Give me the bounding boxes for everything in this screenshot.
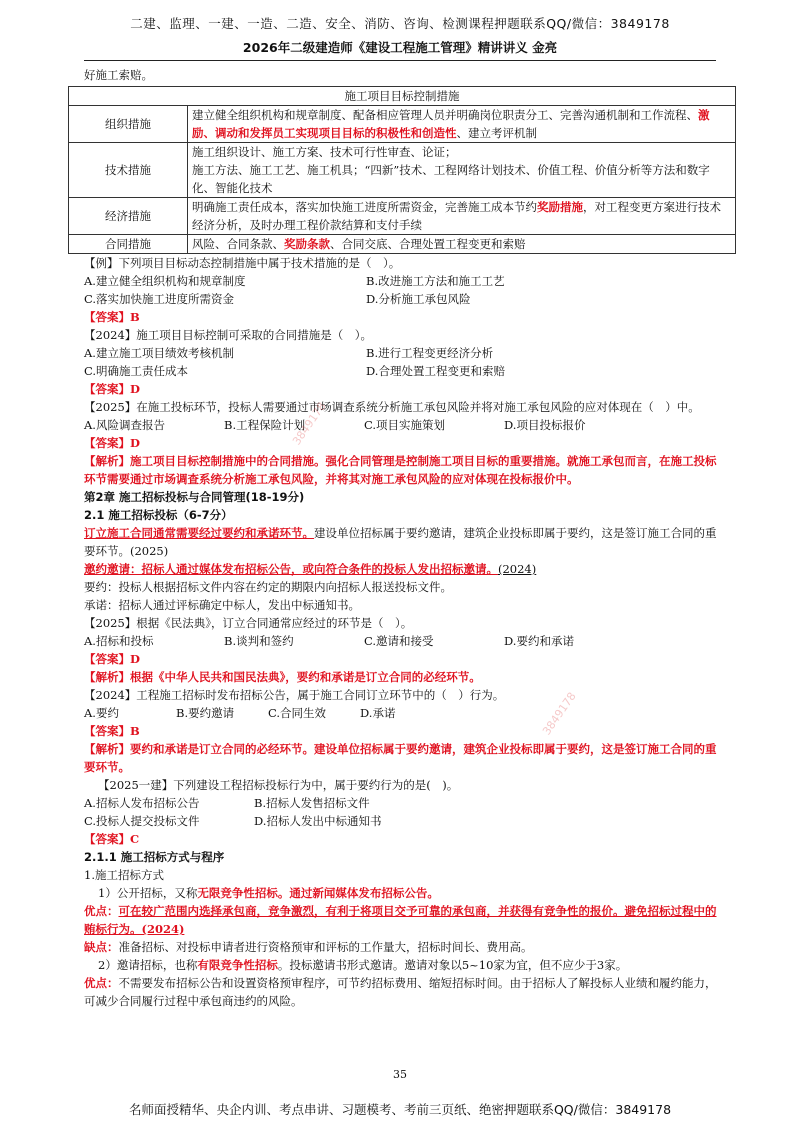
question-stem: 【2024】工程施工招标时发布招标公告，属于施工合同订立环节中的（ ）行为。 [84,688,505,702]
advantages: 优点：可在较广范围内选择承包商，竞争激烈，有利于将项目交予可靠的承包商，并获得有竞争性的报价。避免招标过程中的贿标行为。(2024) [84,904,717,936]
question-stem: 【例】下列项目目标动态控制措施中属于技术措施的是（ ）。 [84,256,401,270]
analysis: 【解析】根据《中华人民共和国民法典》，要约和承诺是订立合同的必经环节。 [84,670,481,684]
answer: 【答案】D [84,382,140,396]
table-content: 风险、合同条款、奖励条款、合同交底、合理处置工程变更和索赔 [188,235,736,254]
question-options: C.落实加快施工进度所需资金 D.分析施工承包风险 [84,292,471,306]
question-stem: 【2025一建】下列建设工程招标投标行为中，属于要约行为的是( )。 [98,778,459,792]
intro-text: 好施工索赔。 [84,68,153,82]
advantages: 优点：不需要发布招标公告和设置资格预审程序，可节约招标费用、缩短招标时间。由于招标人了解投标人业绩和履约能力，可减少合同履行过程中承包商违约的风险。 [84,976,717,1008]
answer: 【答案】D [84,436,140,450]
table-category: 技术措施 [69,143,188,198]
analysis: 【解析】施工项目目标控制措施中的合同措施。强化合同管理是控制施工项目目标的重要措施。就施工承包而言，在施工投标环节需要通过市场调查系统分析施工承包风险，并将其对施工承包风险的应对体现在投标报价中。 [84,454,717,486]
question-options: A.建立施工项目绩效考核机制 B.进行工程变更经济分析 [84,346,494,360]
paragraph: 2）邀请招标，也称有限竞争性招标。投标邀请书形式邀请。邀请对象以5~10家为宜，但不应少于3家。 [98,958,628,972]
paragraph: 1）公开招标，又称无限竞争性招标。通过新闻媒体发布招标公告。 [98,886,439,900]
question-options: A.要约 B.要约邀请 C.合同生效 D.承诺 [84,706,396,720]
table-row [69,198,736,235]
section-heading: 2.1 施工招标投标（6-7分） [84,508,233,522]
table-category: 组织措施 [69,106,188,143]
page-footer: 名师面授精华、央企内训、考点串讲、习题模考、考前三页纸、绝密押题联系QQ/微信：3849178 [128,1102,672,1117]
watermark: 3849178 [290,399,329,448]
header-divider [84,60,716,61]
question-options: A.招标人发布招标公告 B.招标人发售招标文件 [84,796,370,810]
control-measures-table [68,86,736,254]
table-content: 施工组织设计、施工方案、技术可行性审查、论证； 施工方法、施工工艺、施工机具；“四新”技术、工程网络计划技术、价值工程、价值分析等方法和数字化、智能化技术 [188,143,736,198]
table-category: 合同措施 [69,235,188,254]
watermark: 3849178 [540,689,579,738]
table-content: 建立健全组织机构和规章制度、配备相应管理人员并明确岗位职责分工、完善沟通机制和工作流程、激励、调动和发挥员工实现项目目标的积极性和创造性、建立考评机制 [188,106,736,143]
question-stem: 【2024】施工项目目标控制可采取的合同措施是（ ）。 [84,328,373,342]
answer: 【答案】D [84,652,140,666]
answer: 【答案】B [84,310,140,324]
chapter-heading: 第2章 施工招标投标与合同管理(18-19分) [84,490,305,504]
paragraph: 邀约邀请：招标人通过媒体发布招标公告，或向符合条件的投标人发出招标邀请。(2024) [84,562,537,576]
question-stem: 【2025】在施工投标环节，投标人需要通过市场调查系统分析施工承包风险并将对施工承包风险的应对体现在（ ）中。 [84,400,700,414]
subsection-heading: 2.1.1 施工招标方式与程序 [84,850,225,864]
question-stem: 【2025】根据《民法典》，订立合同通常应经过的环节是（ ）。 [84,616,413,630]
table-content: 明确施工责任成本，落实加快施工进度所需资金，完善施工成本节约奖励措施，对工程变更方案进行技术经济分析，及时办理工程价款结算和支付手续 [188,198,736,235]
table-row [69,106,736,143]
question-options: C.明确施工责任成本 D.合理处置工程变更和索赔 [84,364,505,378]
header-title: 2026年二级建造师《建设工程施工管理》精讲讲义 金亮 [242,40,558,55]
paragraph: 订立施工合同通常需要经过要约和承诺环节。建设单位招标属于要约邀请，建筑企业投标即属于要约，这是签订施工合同的重要环节。(2025) [84,526,717,558]
page-number: 35 [393,1068,407,1081]
question-options: A.风险调查报告 B.工程保险计划 C.项目实施策划 D.项目投标报价 [84,418,586,432]
question-options: C.投标人提交投标文件 D.招标人发出中标通知书 [84,814,382,828]
header-contact-line: 二建、监理、一建、一造、二造、安全、消防、咨询、检测课程押题联系QQ/微信：3849178 [130,16,670,31]
disadvantages: 缺点：准备招标、对投标申请者进行资格预审和评标的工作量大，招标时间长、费用高。 [84,940,533,954]
document-body [84,66,720,1010]
paragraph: 要约：投标人根据招标文件内容在约定的期限内向招标人报送投标文件。 [84,580,452,594]
table-row [69,235,736,254]
subsection-item: 1.施工招标方式 [84,868,164,882]
table-category: 经济措施 [69,198,188,235]
table-title: 施工项目目标控制措施 [69,87,736,106]
answer: 【答案】B [84,724,140,738]
answer: 【答案】C [84,832,140,846]
question-options: A.招标和投标 B.谈判和签约 C.邀请和接受 D.要约和承诺 [84,634,574,648]
analysis: 【解析】要约和承诺是订立合同的必经环节。建设单位招标属于要约邀请，建筑企业投标即属于要约，这是签订施工合同的重要环节。 [84,742,717,774]
table-row [69,143,736,198]
question-options: A.建立健全组织机构和规章制度 B.改进施工方法和施工工艺 [84,274,505,288]
paragraph: 承诺：招标人通过评标确定中标人，发出中标通知书。 [84,598,360,612]
